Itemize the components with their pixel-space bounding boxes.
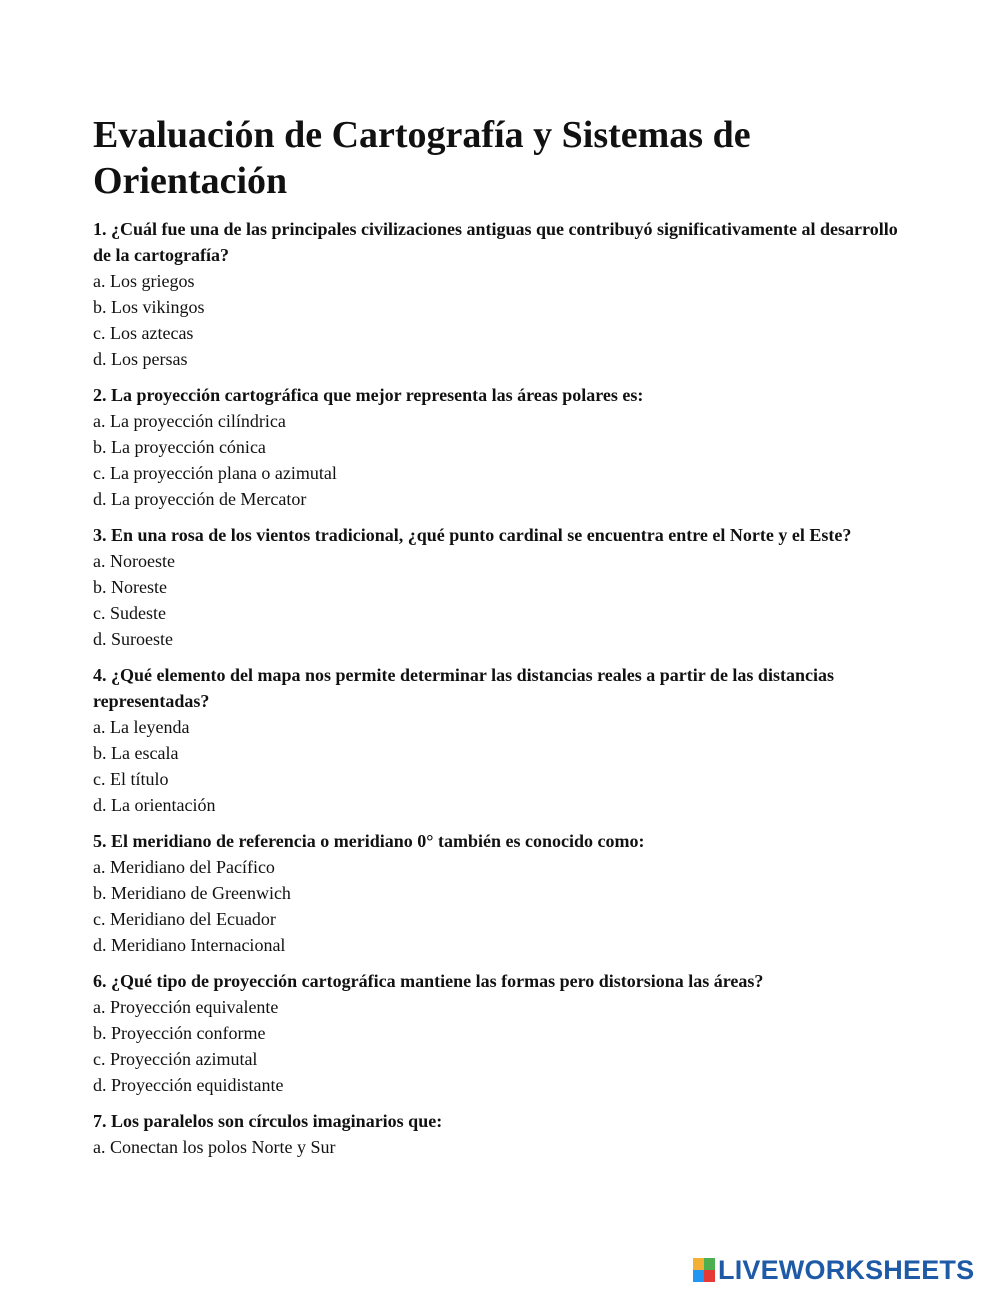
question-4 [93, 662, 913, 818]
question-text: 5. El meridiano de referencia o meridiano 0° también es conocido como: [93, 831, 645, 851]
question-2 [93, 382, 913, 512]
question-text: 6. ¿Qué tipo de proyección cartográfica mantiene las formas pero distorsiona las áreas? [93, 971, 764, 991]
question-text: 1. ¿Cuál fue una de las principales civilizaciones antiguas que contribuyó significativamente al desarrollo de la cartografía? [93, 219, 898, 265]
answer-option[interactable]: c. Los aztecas [93, 323, 194, 343]
answer-option[interactable]: a. La leyenda [93, 717, 190, 737]
answer-option[interactable]: c. Meridiano del Ecuador [93, 909, 276, 929]
answer-option[interactable]: b. La escala [93, 743, 179, 763]
liveworksheets-logo[interactable] [693, 1256, 974, 1284]
question-text: 4. ¿Qué elemento del mapa nos permite determinar las distancias reales a partir de las distancias representadas? [93, 665, 834, 711]
answer-option[interactable]: d. Proyección equidistante [93, 1075, 284, 1095]
liveworksheets-logo-icon [693, 1258, 715, 1282]
question-3 [93, 522, 913, 652]
answer-option[interactable]: a. Proyección equivalente [93, 997, 279, 1017]
answer-option[interactable]: c. Sudeste [93, 603, 166, 623]
answer-option[interactable]: b. Noreste [93, 577, 167, 597]
answer-option[interactable]: d. La orientación [93, 795, 216, 815]
question-1 [93, 216, 913, 372]
question-text: 7. Los paralelos son círculos imaginarios que: [93, 1111, 443, 1131]
question-6 [93, 968, 913, 1098]
answer-option[interactable]: a. Meridiano del Pacífico [93, 857, 275, 877]
answer-option[interactable]: d. Suroeste [93, 629, 173, 649]
answer-option[interactable]: c. Proyección azimutal [93, 1049, 258, 1069]
answer-option[interactable]: d. La proyección de Mercator [93, 489, 307, 509]
answer-option[interactable]: c. La proyección plana o azimutal [93, 463, 337, 483]
answer-option[interactable]: b. Los vikingos [93, 297, 205, 317]
question-text: 2. La proyección cartográfica que mejor representa las áreas polares es: [93, 385, 644, 405]
question-7 [93, 1108, 913, 1160]
answer-option[interactable]: b. Meridiano de Greenwich [93, 883, 291, 903]
logo-text: LIVEWORKSHEETS [718, 1255, 975, 1285]
page-title: Evaluación de Cartografía y Sistemas de Orientación [93, 114, 751, 202]
question-5 [93, 828, 913, 958]
answer-option[interactable]: a. Los griegos [93, 271, 195, 291]
answer-option[interactable]: d. Los persas [93, 349, 188, 369]
answer-option[interactable]: d. Meridiano Internacional [93, 935, 286, 955]
answer-option[interactable]: a. La proyección cilíndrica [93, 411, 286, 431]
answer-option[interactable]: a. Conectan los polos Norte y Sur [93, 1137, 336, 1157]
answer-option[interactable]: c. El título [93, 769, 169, 789]
answer-option[interactable]: b. Proyección conforme [93, 1023, 266, 1043]
answer-option[interactable]: b. La proyección cónica [93, 437, 266, 457]
question-text: 3. En una rosa de los vientos tradicional, ¿qué punto cardinal se encuentra entre el Norte y el Este? [93, 525, 852, 545]
worksheet-page [93, 112, 913, 1170]
answer-option[interactable]: a. Noroeste [93, 551, 175, 571]
